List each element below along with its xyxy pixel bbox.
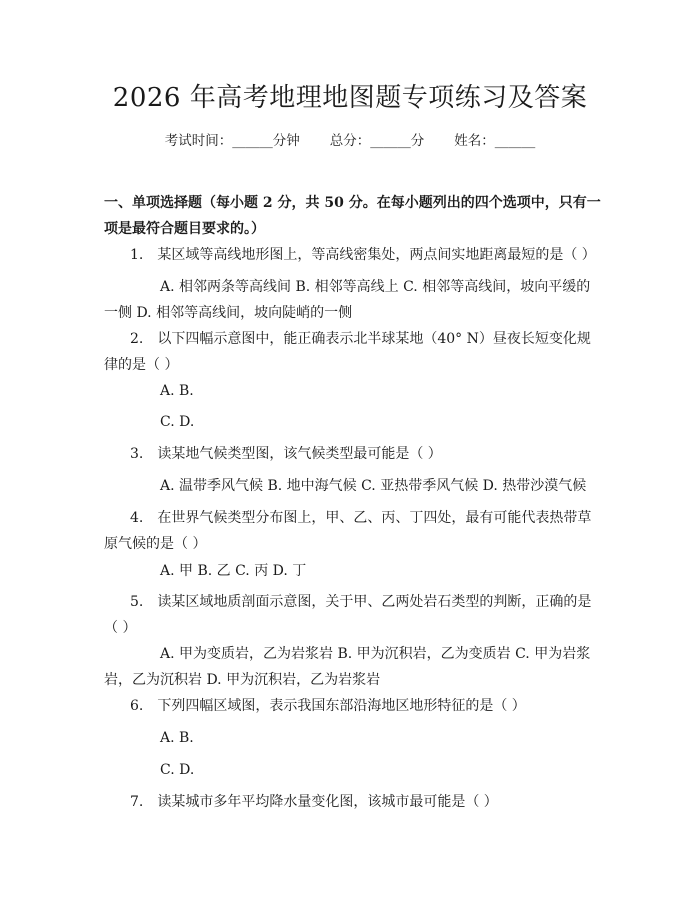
question-1-stem: 1. 某区域等高线地形图上，等高线密集处，两点间实地距离最短的是（ ） xyxy=(130,247,596,263)
question-3-stem: 3. 读某地气候类型图，该气候类型最可能是（ ） xyxy=(130,446,442,462)
question-5-options: A. 甲为变质岩，乙为岩浆岩 B. 甲为沉积岩，乙为变质岩 C. 甲为岩浆岩，乙为沉积岩 D. 甲为沉积岩，乙为岩浆岩 xyxy=(104,646,591,688)
total-score-field: 总分：______分 xyxy=(329,133,425,149)
question-6-options-ab: A. B. xyxy=(160,730,194,746)
question-6-stem: 6. 下列四幅区域图，表示我国东部沿海地区地形特征的是（ ） xyxy=(130,698,526,714)
question-4-options: A. 甲 B. 乙 C. 丙 D. 丁 xyxy=(160,563,307,579)
question-5-stem: 5. 读某区域地质剖面示意图，关于甲、乙两处岩石类型的判断，正确的是（ ） xyxy=(104,594,592,636)
exam-info-row xyxy=(0,131,700,151)
question-6-options-cd: C. D. xyxy=(160,762,195,778)
exam-time-field: 考试时间：______分钟 xyxy=(164,133,300,149)
question-4-stem: 4. 在世界气候类型分布图上，甲、乙、丙、丁四处，最有可能代表热带草原气候的是（ ） xyxy=(104,510,592,552)
question-3-options: A. 温带季风气候 B. 地中海气候 C. 亚热带季风气候 D. 热带沙漠气候 xyxy=(160,478,587,494)
question-7-stem: 7. 读某城市多年平均降水量变化图，该城市最可能是（ ） xyxy=(130,794,498,810)
question-1-options: A. 相邻两条等高线间 B. 相邻等高线上 C. 相邻等高线间，坡向平缓的一侧 D. 相邻等高线间，坡向陡峭的一侧 xyxy=(104,279,591,321)
page-title: 2026 年高考地理地图题专项练习及答案 xyxy=(112,83,588,113)
question-2-options-ab: A. B. xyxy=(160,383,194,399)
question-2-stem: 2. 以下四幅示意图中，能正确表示北半球某地（40° N）昼夜长短变化规律的是（ ） xyxy=(104,331,591,373)
student-name-field: 姓名：______ xyxy=(454,133,536,149)
section-heading: 一、单项选择题（每小题 2 分，共 50 分。在每小题列出的四个选项中，只有一项是最符合题目要求的。） xyxy=(104,195,601,237)
question-2-options-cd: C. D. xyxy=(160,414,195,430)
